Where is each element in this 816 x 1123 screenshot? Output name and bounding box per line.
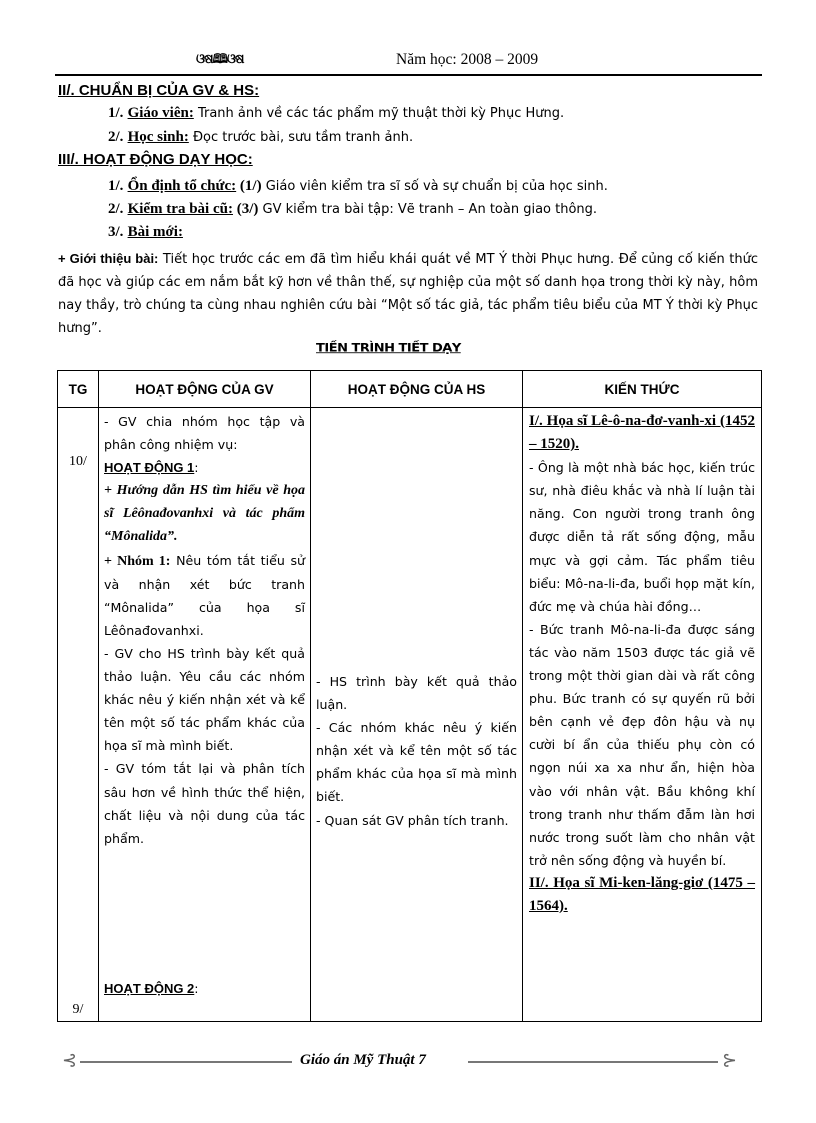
footer-right-ornament: ⊱ xyxy=(722,1050,738,1071)
hs-p2: - Các nhóm khác nêu ý kiến nhận xét và kể tên một số tác phẩm khác của họa sĩ mà mình biết. xyxy=(316,720,517,805)
kt-cell xyxy=(523,408,762,1022)
section-3-title: III/. HOẠT ĐỘNG DẠY HỌC: xyxy=(58,151,253,168)
footer-title: Giáo án Mỹ Thuật 7 xyxy=(300,1052,426,1068)
section-2-title: II/. CHUẨN BỊ CỦA GV & HS: xyxy=(58,82,260,99)
school-year: Năm học: 2008 – 2009 xyxy=(396,51,539,68)
kt-heading-1: I/. Họa sĩ Lê-ô-na-đơ-vanh-xi (1452 – 1520). xyxy=(529,413,755,453)
intro-paragraph: + Giới thiệu bài: Tiết học trước các em đã tìm hiểu khái quát về MT Ý thời Phục hưng. Để củng cố kiến thức đã học và giúp các em nắm bắt kỹ hơn về thân thế, sự nghiệp của một số danh họa trong thời kỳ này, hôm nay thầy, trò chúng ta cùng nhau nghiên cứu bài “Một số tác giả, tác phẩm tiêu biểu của MT Ý thời kỳ Phục hưng”. xyxy=(58,251,758,336)
header-hs: HOẠT ĐỘNG CỦA HS xyxy=(311,371,523,408)
hs-p1: - HS trình bày kết quả thảo luận. xyxy=(316,674,517,713)
hs-cell xyxy=(311,408,523,1022)
gv-p3: - GV tóm tắt lại và phân tích sâu hơn về hình thức thể hiện, chất liệu và nội dung của tác phẩm. xyxy=(104,761,305,846)
gv-guide: + Hướng dẫn HS tìm hiểu về họa sĩ Lêônađovanhxi và tác phẩm “Mônalida”. xyxy=(104,483,305,545)
kt-p1: - Ông là một nhà bác học, kiến trúc sư, nhà điêu khắc và nhà lí luận tài năng. Con người trong tranh ông được diễn tả rất sống động, mẫu mực và gợi cảm. Tác phẩm tiêu biểu: Mô-na-li-đa, buổi họp mặt kín, đức mẹ và chúa hài đồng… xyxy=(529,460,755,614)
gv-hd2: HOẠT ĐỘNG 2: xyxy=(104,980,199,996)
header-tg: TG xyxy=(58,371,99,408)
gv-p1: - GV chia nhóm học tập và phân công nhiệm vụ: xyxy=(104,414,305,453)
footer-line-right xyxy=(468,1061,718,1063)
header-divider xyxy=(55,74,762,76)
s2-item-2: 2/. Học sinh: Đọc trước bài, sưu tầm tranh ảnh. xyxy=(108,129,414,145)
lesson-table xyxy=(57,370,762,1022)
header-gv: HOẠT ĐỘNG CỦA GV xyxy=(99,371,311,408)
hs-p3: - Quan sát GV phân tích tranh. xyxy=(316,812,509,828)
tg-10: 10/ xyxy=(69,454,87,469)
kt-p2: - Bức tranh Mô-na-li-đa được sáng tác vào năm 1503 được tác giả vẽ trong một thời gian dài và rất công phu. Bức tranh có sự quyến rũ bởi bên cạnh vẻ đẹp đôn hậu và nụ cười bí ẩn của thiếu phụ còn có ngọn núi xa xa như ẩn, hiện hòa vào với nhân vật. Bầu không khí trong tranh như thấm đẫm làn hơi nước trong suốt làm cho nhân vật trở nên sống động và huyền bí. xyxy=(529,621,755,868)
s2-item-1: 1/. Giáo viên: Tranh ảnh về các tác phẩm mỹ thuật thời kỳ Phục Hưng. xyxy=(108,105,565,121)
kt-heading-2: II/. Họa sĩ Mi-ken-lăng-giơ (1475 – 1564). xyxy=(529,874,755,914)
gv-cell xyxy=(99,408,311,1022)
header-ornament: ଓଷ🕮ଓଷ xyxy=(196,52,244,67)
process-title: TIẾN TRÌNH TIẾT DẠY xyxy=(316,342,461,355)
gv-group: + Nhóm 1: Nêu tóm tắt tiểu sử và nhận xét bức tranh “Mônalida” của họa sĩ Lêônađovanhxi. xyxy=(104,552,305,638)
tg-cell xyxy=(58,408,99,1022)
s3-item-2: 2/. Kiểm tra bài cũ: (3/) GV kiểm tra bài tập: Vẽ tranh – An toàn giao thông. xyxy=(108,201,598,217)
tg-9: 9/ xyxy=(72,1002,84,1017)
gv-hd1: HOẠT ĐỘNG 1: xyxy=(104,460,199,476)
header-kt: KIẾN THỨC xyxy=(523,371,762,408)
s3-item-1: 1/. Ổn định tổ chức: (1/) Giáo viên kiểm tra sĩ số và sự chuẩn bị của học sinh. xyxy=(108,178,608,194)
gv-p2: - GV cho HS trình bày kết quả thảo luận. Yêu cầu các nhóm khác nêu ý kiến nhận xét và kể tên một số tác phẩm khác của họa sĩ mà mình biết. xyxy=(104,645,305,754)
footer-line-left xyxy=(80,1061,292,1063)
footer-left-ornament: ⊰ xyxy=(62,1050,78,1071)
s3-item-3: 3/. Bài mới: xyxy=(108,224,183,240)
